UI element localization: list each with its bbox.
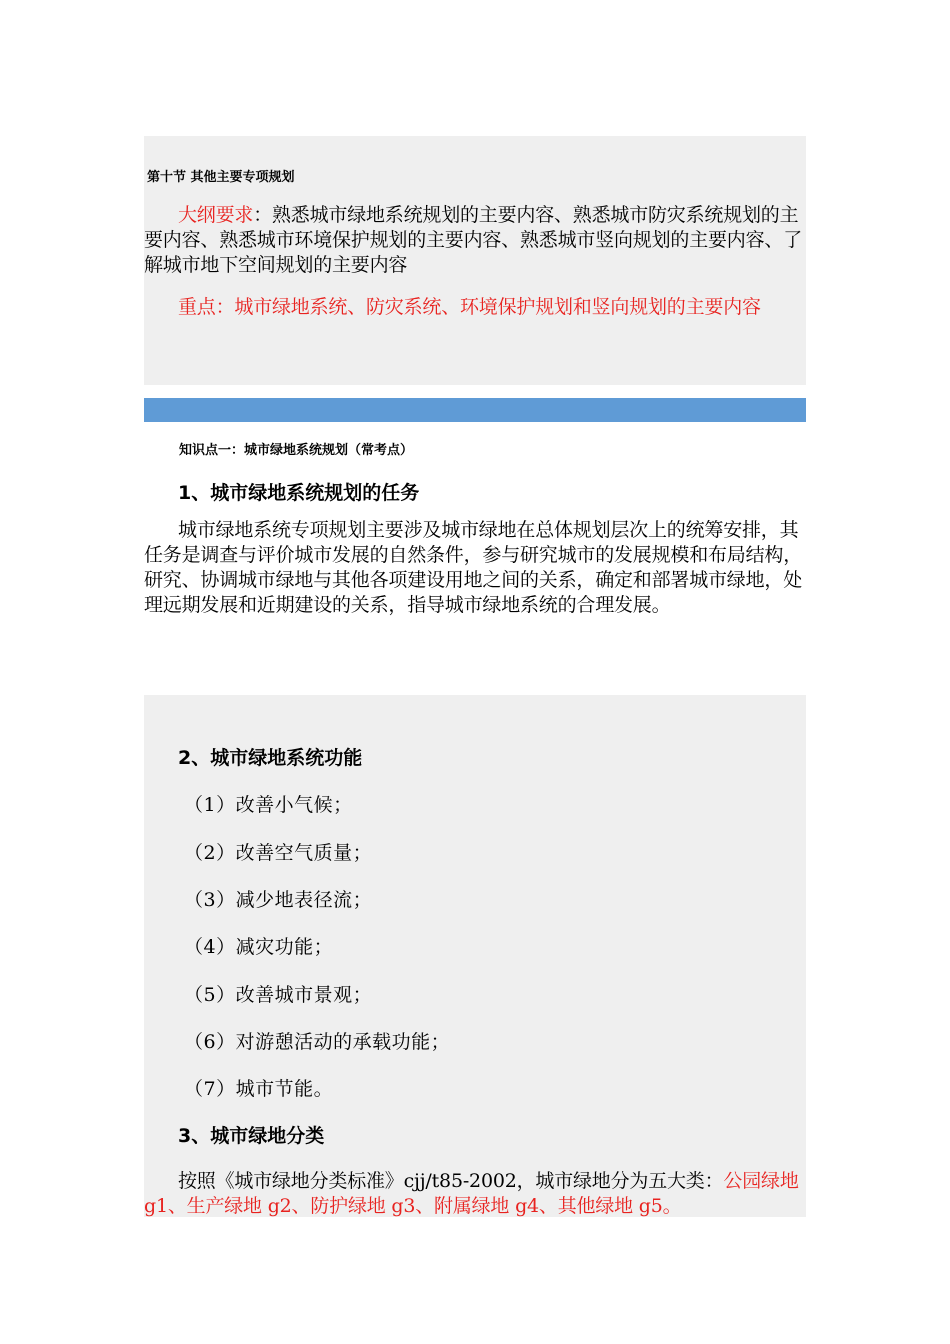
classification-highlight: 公园绿地 g1、生产绿地 g2、防护绿地 g3、附属绿地 g4、其他绿地 g5。 — [144, 1170, 799, 1217]
function-item: （6）对游憩活动的承载功能； — [184, 1031, 451, 1053]
knowledge-point-title: 知识点一：城市绿地系统规划（常考点） — [179, 443, 414, 458]
classification-text: 按照《城市绿地分类标准》cjj/t85-2002，城市绿地分为五大类： — [178, 1170, 724, 1192]
classification-paragraph — [144, 1169, 806, 1219]
heading-functions: 2、城市绿地系统功能 — [178, 747, 363, 769]
outline-text: ：熟悉城市绿地系统规划的主要内容、熟悉城市防灾系统规划的主要内容、熟悉城市环境保护规划的主要内容、熟悉城市竖向规划的主要内容、了解城市地下空间规划的主要内容 — [144, 204, 803, 276]
heading-task: 1、城市绿地系统规划的任务 — [178, 482, 420, 504]
function-item: （1）改善小气候； — [184, 794, 353, 816]
function-item: （2）改善空气质量； — [184, 842, 373, 864]
section-title: 第十节 其他主要专项规划 — [147, 170, 295, 185]
function-item: （7）城市节能。 — [184, 1078, 334, 1100]
divider-bar — [144, 398, 806, 422]
heading-classification: 3、城市绿地分类 — [178, 1125, 325, 1147]
function-item: （4）减灾功能； — [184, 936, 334, 958]
function-item: （3）减少地表径流； — [184, 889, 373, 911]
task-paragraph: 城市绿地系统专项规划主要涉及城市绿地在总体规划层次上的统筹安排，其任务是调查与评价城市发展的自然条件，参与研究城市的发展规模和布局结构，研究、协调城市绿地与其他各项建设用地之间的关系，确定和部署城市绿地，处理远期发展和近期建设的关系，指导城市绿地系统的合理发展。 — [144, 519, 803, 616]
outline-label: 大纲要求 — [178, 204, 254, 226]
outline-requirements — [144, 203, 806, 278]
function-item: （5）改善城市景观； — [184, 984, 373, 1006]
key-points: 重点：城市绿地系统、防灾系统、环境保护规划和竖向规划的主要内容 — [178, 296, 761, 318]
